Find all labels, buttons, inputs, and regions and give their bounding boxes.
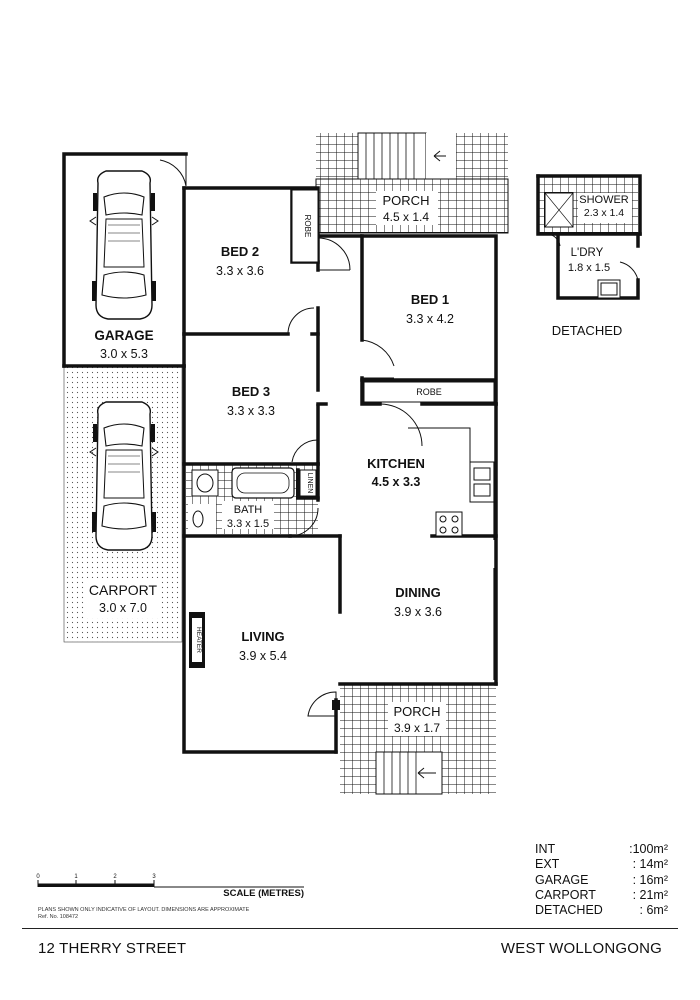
scale-tick-3: 3 bbox=[152, 874, 156, 880]
heater-label: HEATER bbox=[195, 627, 202, 653]
kitchen-dims: 4.5 x 3.3 bbox=[371, 475, 421, 489]
area-summary bbox=[535, 842, 668, 918]
door-swings bbox=[160, 154, 638, 716]
shower-dims: 2.3 x 1.4 bbox=[583, 207, 625, 219]
bed1-robe-label: ROBE bbox=[416, 387, 442, 397]
linen-label: LINEN bbox=[306, 472, 313, 494]
area-label: INT bbox=[535, 842, 556, 856]
area-label: DETACHED bbox=[535, 903, 603, 918]
disclaimer-note bbox=[38, 907, 249, 920]
garage-car-icon bbox=[90, 171, 158, 319]
area-row bbox=[535, 842, 668, 857]
area-row bbox=[535, 873, 668, 888]
bath-name: BATH bbox=[233, 504, 263, 516]
bed1-name: BED 1 bbox=[410, 292, 450, 307]
area-label: EXT bbox=[535, 857, 560, 872]
kitchen-bench bbox=[408, 280, 620, 680]
bath-dims: 3.3 x 1.5 bbox=[226, 518, 270, 530]
rear-door-step bbox=[332, 700, 340, 710]
area-row bbox=[535, 903, 668, 918]
bed3-name: BED 3 bbox=[231, 384, 271, 399]
living-dims: 3.9 x 5.4 bbox=[239, 649, 287, 663]
footer-suburb: WEST WOLLONGONG bbox=[500, 940, 662, 957]
kitchen-name: KITCHEN bbox=[367, 456, 425, 471]
area-value: : 16m² bbox=[632, 872, 668, 887]
footer-divider bbox=[22, 928, 678, 929]
scale-label: SCALE (METRES) bbox=[223, 888, 304, 899]
laundry-dims: 1.8 x 1.5 bbox=[567, 262, 611, 274]
rear-porch-name: PORCH bbox=[393, 704, 441, 719]
living-name: LIVING bbox=[241, 629, 285, 644]
dining-name: DINING bbox=[395, 585, 441, 600]
area-row bbox=[535, 888, 668, 903]
scale-tick-0: 0 bbox=[36, 874, 40, 880]
footer-address: 12 THERRY STREET bbox=[38, 940, 187, 957]
bed2-name: BED 2 bbox=[220, 244, 260, 259]
detached-label: DETACHED bbox=[551, 323, 623, 338]
bed2-robe-label: ROBE bbox=[303, 214, 312, 238]
bed3-dims: 3.3 x 3.3 bbox=[227, 404, 275, 418]
carport-name: CARPORT bbox=[88, 582, 158, 598]
bed2-dims: 3.3 x 3.6 bbox=[216, 264, 264, 278]
scale-tick-2: 2 bbox=[113, 874, 117, 880]
laundry-name: L'DRY bbox=[570, 247, 604, 259]
shower-name: SHOWER bbox=[579, 194, 629, 206]
rear-porch-dims: 3.9 x 1.7 bbox=[393, 721, 441, 735]
bed1-dims: 3.3 x 4.2 bbox=[406, 312, 454, 326]
carport-dims: 3.0 x 7.0 bbox=[99, 601, 147, 615]
area-value: : 14m² bbox=[632, 857, 668, 872]
garage-name: GARAGE bbox=[94, 328, 154, 343]
garage-dims: 3.0 x 5.3 bbox=[100, 347, 148, 361]
area-label: CARPORT bbox=[535, 887, 596, 902]
area-value: :100m² bbox=[629, 842, 668, 856]
area-value: : 21m² bbox=[632, 887, 668, 902]
area-row bbox=[535, 857, 668, 872]
area-value: : 6m² bbox=[639, 903, 668, 918]
rear-porch-tiles bbox=[340, 684, 496, 794]
carport-car-icon bbox=[90, 402, 158, 550]
scale-bar bbox=[36, 874, 304, 899]
dining-dims: 3.9 x 3.6 bbox=[394, 605, 442, 619]
reference-number: Ref. No. 108472 bbox=[38, 913, 79, 920]
disclaimer-line: PLANS SHOWN ONLY INDICATIVE OF LAYOUT. DIMENSIONS ARE APPROXIMATE bbox=[38, 907, 250, 913]
scale-tick-1: 1 bbox=[74, 874, 78, 880]
area-label: GARAGE bbox=[535, 872, 589, 887]
front-porch-name: PORCH bbox=[382, 193, 430, 208]
front-porch-dims: 4.5 x 1.4 bbox=[382, 210, 430, 224]
